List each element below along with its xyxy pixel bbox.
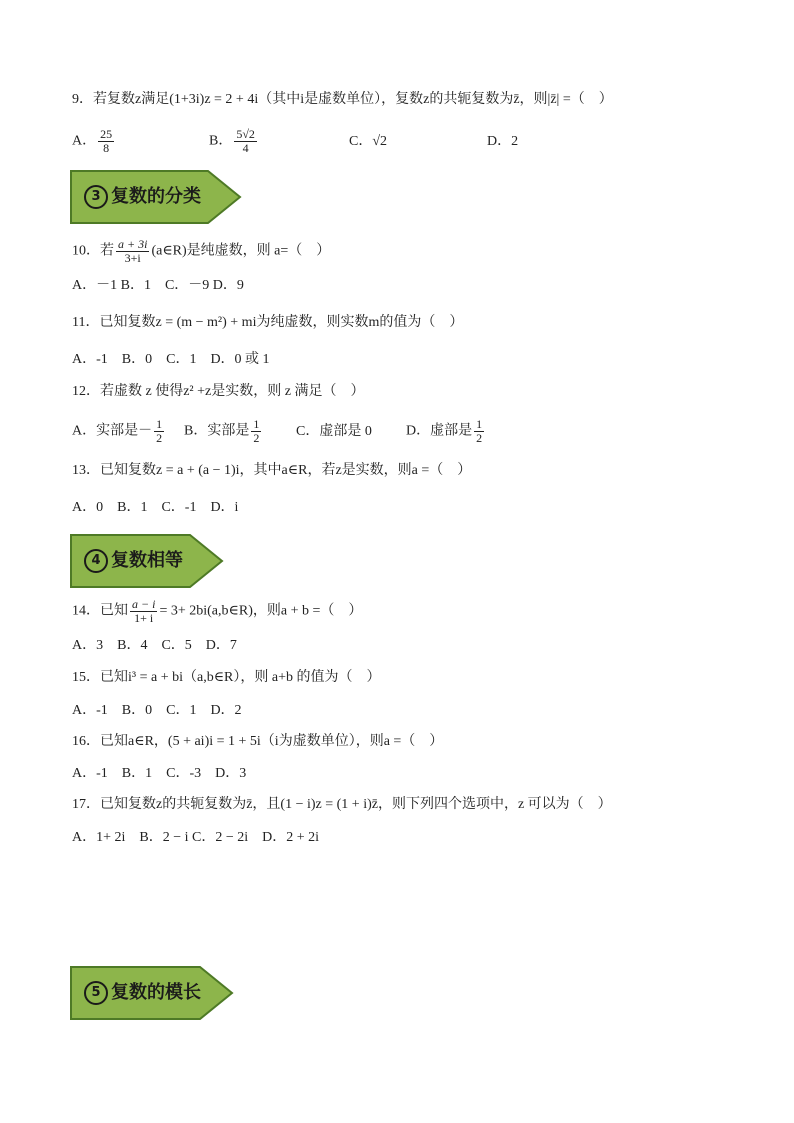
option-c: C．虚部是 0 — [296, 423, 372, 439]
question-17-options: A．1+ 2i B．2 − i C．2 − 2i D．2 + 2i — [72, 830, 320, 845]
option-b: B．实部是 $\frac{1}{2}$ — [184, 417, 260, 445]
question-15-options: A．-1 B．0 C．1 D．2 — [72, 703, 242, 718]
question-13-options: A．0 B．1 C．-1 D．i — [72, 500, 239, 515]
circled-number: 3 — [84, 185, 108, 209]
question-14-stem: 14．已知 $\frac{a - i}{1+ i}$ = 3+ 2bi(a,b∈R)，则a + b =（ ） — [72, 597, 363, 625]
question-12-options — [72, 418, 486, 445]
question-9-options — [72, 128, 518, 155]
denominator: 8 — [103, 141, 110, 155]
option-a: A．实部是－ $\frac{1}{2}$ — [72, 417, 163, 445]
question-13-stem: 13．已知复数z = a + (a − 1)i，其中a∈R，若z是实数，则a =（ ） — [72, 463, 472, 478]
circled-number: 5 — [84, 981, 108, 1005]
fraction — [130, 598, 157, 625]
numerator: a − i — [132, 597, 156, 611]
option-a — [72, 128, 209, 155]
question-10-options: A．－1 B．1 C．－9 D．9 — [72, 278, 244, 293]
stem-suffix: (a∈R)是纯虚数，则 a=（ ） — [151, 243, 331, 259]
section-title: 复数相等 — [111, 550, 183, 571]
question-10-stem — [72, 238, 330, 265]
question-16-options: A．-1 B．1 C．-3 D．3 — [72, 766, 247, 781]
stem-prefix: 10．若 — [72, 243, 114, 259]
question-12-stem: 12．若虚数 z 使得z² +z是实数，则 z 满足（ ） — [72, 384, 365, 399]
option-b-fraction — [234, 128, 257, 155]
question-14-options: A．3 B．4 C．5 D．7 — [72, 638, 237, 653]
question-11-options: A．-1 B．0 C．1 D．0 或 1 — [72, 352, 270, 367]
option-a-fraction — [98, 128, 114, 155]
question-16-stem: 16．已知a∈R，(5 + ai)i = 1 + 5i（i为虚数单位），则a =（ ） — [72, 734, 444, 749]
section-title: 复数的分类 — [111, 186, 201, 207]
option-d: D．2 — [487, 133, 519, 149]
option-c: C．√2 — [349, 133, 388, 149]
option-a-label: A． — [72, 133, 97, 149]
question-11-stem: 11．已知复数z = (m − m²) + mi为纯虚数，则实数m的值为（ ） — [72, 315, 464, 330]
fraction — [116, 238, 149, 265]
question-17-stem: 17．已知复数z的共轭复数为z̄，且(1 − i)z = (1 + i)z̄，则下列四个选项中，z 可以为（ ） — [72, 797, 612, 812]
numerator: 25 — [100, 127, 113, 141]
section-title: 复数的模长 — [111, 982, 201, 1003]
numerator: a + 3i — [118, 237, 148, 251]
denominator: 3+i — [124, 251, 141, 265]
section-banner-classification — [70, 170, 242, 224]
question-15-stem: 15．已知i³ = a + bi（a,b∈R），则 a+b 的值为（ ） — [72, 670, 381, 685]
circled-number: 4 — [84, 549, 108, 573]
option-b-label: B． — [209, 133, 233, 149]
section-banner-modulus — [70, 966, 234, 1020]
numerator: 5√2 — [236, 127, 255, 141]
denominator: 4 — [242, 141, 249, 155]
option-b — [209, 128, 349, 155]
denominator: 1+ i — [134, 611, 154, 625]
question-9-stem: 9．若复数z满足(1+3i)z = 2 + 4i（其中i是虚数单位），复数z的共轭复数为z̄，则|z̄| =（ ） — [72, 92, 613, 107]
section-banner-equality — [70, 534, 224, 588]
option-d: D．虚部是 $\frac{1}{2}$ — [406, 417, 483, 445]
